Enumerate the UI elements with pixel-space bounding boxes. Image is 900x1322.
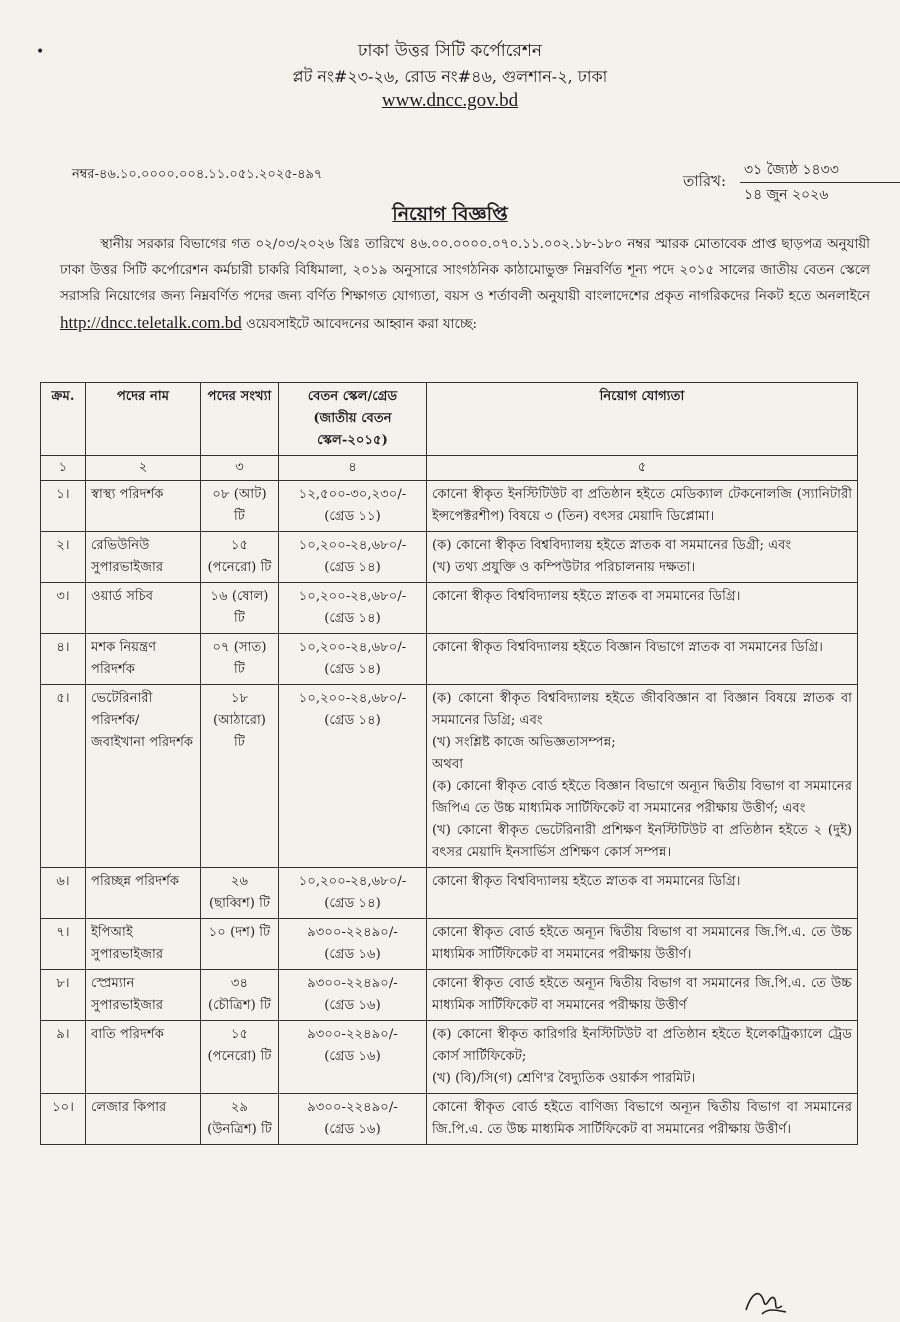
scale-value: ৯৩০০-২২৪৯০/-: [307, 1100, 398, 1115]
row-post: ওয়ার্ড সচিব: [86, 583, 201, 634]
table-header-row: [41, 383, 858, 456]
table-row: [41, 481, 858, 532]
grade-value: (গ্রেড ১৬): [324, 947, 381, 962]
row-scale: [279, 868, 427, 919]
row-post: মশক নিয়ন্ত্রণ পরিদর্শক: [86, 634, 201, 685]
header-serial: ক্রম.: [41, 383, 86, 456]
row-qualification: [427, 481, 858, 532]
row-count: ২৯ (উনত্রিশ) টি: [201, 1094, 279, 1145]
qualification-line: (খ) (বি)/সি(গ) শ্রেণি'র বৈদ্যুতিক ওয়ার্কস পারমিট।: [432, 1071, 696, 1086]
row-scale: [279, 1094, 427, 1145]
memo-number: নম্বর-৪৬.১০.০০০০.০০৪.১১.০৫১.২০২৫-৪৯৭: [72, 167, 323, 182]
row-post: পরিচ্ছন্ন পরিদর্শক: [86, 868, 201, 919]
table-row: [41, 685, 858, 868]
row-qualification: [427, 583, 858, 634]
column-number-row: [41, 456, 858, 481]
row-count: ০৮ (আট) টি: [201, 481, 279, 532]
row-scale: [279, 532, 427, 583]
row-post: রেভিউনিউ সুপারভাইজার: [86, 532, 201, 583]
qualification-line: (ক) কোনো স্বীকৃত কারিগরি ইনস্টিটিউট বা প্রতিষ্ঠান হইতে ইলেকট্রিক্যালে ট্রেড কোর্স সার্টিফিকেট;: [432, 1027, 852, 1064]
table-row: [41, 1094, 858, 1145]
header-scale: বেতন স্কেল/গ্রেড (জাতীয় বেতন স্কেল-২০১৫): [279, 383, 427, 456]
row-qualification: [427, 919, 858, 970]
table-row: [41, 634, 858, 685]
qualification-line: কোনো স্বীকৃত ইনস্টিটিউট বা প্রতিষ্ঠান হইতে মেডিক্যাল টেকনোলজি (স্যানিটারী ইন্সপেক্টরশীপ) বিষয়ে ৩ (তিন) বৎসর মেয়াদি ডিপ্লোমা।: [432, 487, 852, 524]
col-num: ১: [41, 456, 86, 481]
scale-value: ১০,২০০-২৪,৬৮০/-: [298, 640, 407, 655]
row-count: ১৮ (আঠারো) টি: [201, 685, 279, 868]
row-serial: ৭।: [41, 919, 86, 970]
row-serial: ১।: [41, 481, 86, 532]
qualification-line: কোনো স্বীকৃত বিশ্ববিদ্যালয় হইতে স্নাতক বা সমমানের ডিগ্রি।: [432, 589, 741, 604]
qualification-line: কোনো স্বীকৃত বোর্ড হইতে অন্যূন দ্বিতীয় বিভাগ বা সমমানের জি.পি.এ. তে উচ্চ মাধ্যমিক সার্টিফিকেট বা সমমানের পরীক্ষায় উত্তীর্ণ: [432, 976, 852, 1013]
row-serial: ৪।: [41, 634, 86, 685]
row-post: ইপিআই সুপারভাইজার: [86, 919, 201, 970]
row-count: ১৬ (ষোল) টি: [201, 583, 279, 634]
row-serial: ৬।: [41, 868, 86, 919]
qualification-line: (ক) কোনো স্বীকৃত বোর্ড হইতে বিজ্ঞান বিভাগে অন্যূন দ্বিতীয় বিভাগ বা সমমানের জিপিএ তে উচ্চ মাধ্যমিক সার্টিফিকেট বা সমমানের পরীক্ষায় উত্তীর্ণ; এবং: [432, 779, 852, 816]
qualification-line: (ক) কোনো স্বীকৃত বিশ্ববিদ্যালয় হইতে জীববিজ্ঞান বা বিজ্ঞান বিষয়ে স্নাতক বা সমমানের ডিগ্রি; এবং: [432, 691, 852, 728]
intro-text: স্থানীয় সরকার বিভাগের গত ০২/০৩/২০২৬ খ্রিঃ তারিখে ৪৬.০০.০০০০.০৭০.১১.০০২.১৮-১৮০ নম্বর স্মারক মোতাবেক প্রাপ্ত ছাড়পত্র অনুযায়ী ঢাকা উত্তর সিটি কর্পোরেশন কর্মচারী চাকরি বিধিমালা, ২০১৯ অনুসারে সাংগঠনিক কাঠামোভুক্ত নিম্নবর্ণিত শূন্য পদে ২০১৫ সালের জাতীয় বেতন স্কেলে সরাসরি নিয়োগের জন্য নিম্নবর্ণিত পদের জন্য বর্ণিত শিক্ষাগত যোগ্যতা, বয়স ও শর্তাবলী অনুযায়ী বাংলাদেশের প্রকৃত নাগরিকদের নিকট হতে অনলাইনে: [60, 237, 871, 304]
qualification-line: কোনো স্বীকৃত বোর্ড হইতে অন্যূন দ্বিতীয় বিভাগ বা সমমানের জি.পি.এ. তে উচ্চ মাধ্যমিক সার্টিফিকেট বা সমমানের পরীক্ষায় উত্তীর্ণ।: [432, 925, 852, 962]
scale-value: ৯৩০০-২২৪৯০/-: [307, 925, 398, 940]
row-post: বাতি পরিদর্শক: [86, 1021, 201, 1094]
grade-value: (গ্রেড ১৬): [324, 998, 381, 1013]
grade-value: (গ্রেড ১৪): [324, 560, 381, 575]
row-post: লেজার কিপার: [86, 1094, 201, 1145]
col-num: ৪: [279, 456, 427, 481]
row-scale: [279, 970, 427, 1021]
grade-value: (গ্রেড ১৪): [324, 713, 381, 728]
row-post: স্প্রেম্যান সুপারভাইজার: [86, 970, 201, 1021]
org-website[interactable]: www.dncc.gov.bd: [381, 90, 519, 111]
margin-dot: •: [36, 44, 45, 60]
table-row: [41, 532, 858, 583]
row-qualification: [427, 970, 858, 1021]
row-post: স্বাস্থ্য পরিদর্শক: [86, 481, 201, 532]
header-post: পদের নাম: [86, 383, 201, 456]
intro-suffix: ওয়েবসাইটে আবেদনের আহ্বান করা যাচ্ছে:: [246, 317, 478, 332]
qualification-line: কোনো স্বীকৃত বিশ্ববিদ্যালয় হইতে স্নাতক বা সমমানের ডিগ্রি।: [432, 874, 741, 889]
apply-link[interactable]: http://dncc.teletalk.com.bd: [60, 313, 242, 332]
row-qualification: [427, 1094, 858, 1145]
qualification-line: (খ) সংশ্লিষ্ট কাজে অভিজ্ঞতাসম্পন্ন;: [432, 735, 616, 750]
date-label: তারিখ:: [683, 172, 727, 190]
row-serial: ৫।: [41, 685, 86, 868]
row-serial: ২।: [41, 532, 86, 583]
vacancy-table: [40, 382, 858, 1145]
row-post: ভেটেরিনারী পরিদর্শক/ জবাইখানা পরিদর্শক: [86, 685, 201, 868]
grade-value: (গ্রেড ১৪): [324, 662, 381, 677]
table-row: [41, 919, 858, 970]
col-num: ৩: [201, 456, 279, 481]
table-row: [41, 868, 858, 919]
table-body: [41, 481, 858, 1145]
table-row: [41, 583, 858, 634]
row-qualification: [427, 868, 858, 919]
qualification-line: কোনো স্বীকৃত বিশ্ববিদ্যালয় হইতে বিজ্ঞান বিভাগে স্নাতক বা সমমানের ডিগ্রি।: [432, 640, 823, 655]
org-address: প্লট নং#২৩-২৬, রোড নং#৪৬, গুলশান-২, ঢাকা: [292, 67, 608, 86]
row-scale: [279, 481, 427, 532]
row-count: ২৬ (ছাব্বিশ) টি: [201, 868, 279, 919]
scale-value: ৯৩০০-২২৪৯০/-: [307, 976, 398, 991]
row-qualification: [427, 532, 858, 583]
row-count: ০৭ (সাত) টি: [201, 634, 279, 685]
scale-value: ১০,২০০-২৪,৬৮০/-: [298, 538, 407, 553]
scale-value: ১০,২০০-২৪,৬৮০/-: [298, 691, 407, 706]
grade-value: (গ্রেড ১৪): [324, 896, 381, 911]
grade-value: (গ্রেড ১৬): [324, 1122, 381, 1137]
row-serial: ৩।: [41, 583, 86, 634]
date-bangla: ৩১ জ্যৈষ্ঠ ১৪৩৩: [740, 158, 900, 183]
row-qualification: [427, 1021, 858, 1094]
grade-value: (গ্রেড ১৬): [324, 1049, 381, 1064]
intro-paragraph: [60, 232, 870, 338]
notice-title: নিয়োগ বিজ্ঞপ্তি: [392, 203, 508, 225]
date-english: ১৪ জুন ২০২৬: [744, 187, 829, 203]
row-count: ১৫ (পনেরো) টি: [201, 1021, 279, 1094]
scale-value: ১০,২০০-২৪,৬৮০/-: [298, 874, 407, 889]
grade-value: (গ্রেড ১১): [324, 509, 381, 524]
row-qualification: [427, 685, 858, 868]
org-name: ঢাকা উত্তর সিটি কর্পোরেশন: [357, 41, 543, 61]
scale-value: ১২,৫০০-৩০,২৩০/-: [298, 487, 407, 502]
row-serial: ৯।: [41, 1021, 86, 1094]
table-row: [41, 1021, 858, 1094]
grade-value: (গ্রেড ১৪): [324, 611, 381, 626]
qualification-line: (খ) কোনো স্বীকৃত ভেটেরিনারী প্রশিক্ষণ ইনস্টিটিউট বা প্রতিষ্ঠান হইতে ২ (দুই) বৎসর মেয়াদি ইনসার্ভিস প্রশিক্ষণ কোর্স সম্পন্ন।: [432, 823, 852, 860]
row-scale: [279, 583, 427, 634]
row-serial: ১০।: [41, 1094, 86, 1145]
signature: [742, 1284, 790, 1318]
row-serial: ৮।: [41, 970, 86, 1021]
row-count: ১৫ (পনেরো) টি: [201, 532, 279, 583]
table-row: [41, 970, 858, 1021]
scale-value: ১০,২০০-২৪,৬৮০/-: [298, 589, 407, 604]
scale-value: ৯৩০০-২২৪৯০/-: [307, 1027, 398, 1042]
row-scale: [279, 1021, 427, 1094]
qualification-line: (ক) কোনো স্বীকৃত বিশ্ববিদ্যালয় হইতে স্নাতক বা সমমানের ডিগ্রী; এবং: [432, 538, 792, 553]
col-num: ২: [86, 456, 201, 481]
row-qualification: [427, 634, 858, 685]
row-count: ৩৪ (চৌত্রিশ) টি: [201, 970, 279, 1021]
row-scale: [279, 919, 427, 970]
row-scale: [279, 634, 427, 685]
qualification-line: অথবা: [432, 757, 464, 772]
header-qualification: নিয়োগ যোগ্যতা: [427, 383, 858, 456]
row-count: ১০ (দশ) টি: [201, 919, 279, 970]
qualification-line: কোনো স্বীকৃত বোর্ড হইতে বাণিজ্য বিভাগে অন্যূন দ্বিতীয় বিভাগ বা সমমানের জি.পি.এ. তে উচ্চ মাধ্যমিক সার্টিফিকেট বা সমমানের পরীক্ষায় উত্তীর্ণ।: [432, 1100, 852, 1137]
header-count: পদের সংখ্যা: [201, 383, 279, 456]
qualification-line: (খ) তথ্য প্রযুক্তি ও কম্পিউটার পরিচালনায় দক্ষতা।: [432, 560, 696, 575]
row-scale: [279, 685, 427, 868]
col-num: ৫: [427, 456, 858, 481]
